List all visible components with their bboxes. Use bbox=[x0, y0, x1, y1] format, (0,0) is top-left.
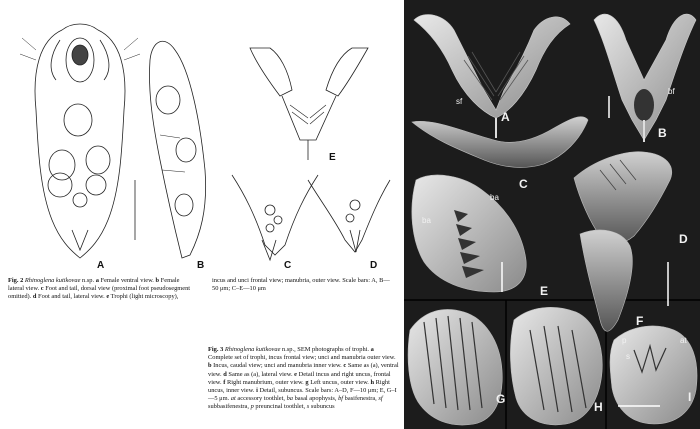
fig2-panel-b-drawing bbox=[135, 41, 206, 258]
fig2-illustration bbox=[0, 0, 404, 272]
fig3-panel-b-image bbox=[594, 14, 696, 142]
fig2-label-e: E bbox=[329, 152, 336, 163]
fig3-annot-at: at bbox=[680, 336, 687, 345]
fig2-caption-line3: omitted). d Foot and tail, lateral view. e Trophi (light microscopy), bbox=[8, 293, 179, 301]
fig2-panel-c-drawing bbox=[232, 175, 318, 260]
fig3-caption: Fig. 3 Rhinoglena kutikovae n.sp., SEM photographs of trophi. a Complete set of trophi, incus frontal view; unci and manubria outer view. b Incus, caudal view; unci and manubria inner view. c Same as (a), ventral view. d Same as (a), lateral view. e Detail incus and right uncus, frontal view. f Right manubrium, outer view. g Left uncus, outer view. h Right uncus, inner view. i Detail, subuncus. Scale bars: A–D, F—10 μm; E, G–I—5 μm. at accessory toothlet, ba basal apophysis, bf basifenestra, sf subbasifenestra, p preuncinal toothlet, s subuncus bbox=[208, 346, 399, 411]
fig2-caption-right: incus and unci frontal view; manubria, outer view. Scale bars: A, B— 50 μm; C–E—10 μm bbox=[212, 277, 390, 293]
fig3-annot-s: s bbox=[626, 352, 630, 361]
fig3-label-g: G bbox=[496, 392, 506, 406]
fig2-caption-line1: Fig. 2 Rhinoglena kutikovae n.sp. a Female ventral view. b Female bbox=[8, 277, 180, 284]
fig2-panel-a-drawing bbox=[20, 24, 140, 258]
fig2-panel-d-drawing bbox=[308, 180, 390, 252]
fig3-label-c: C bbox=[519, 177, 528, 191]
fig3-annot-bf: bf bbox=[668, 87, 675, 96]
fig3-panel-g-image bbox=[408, 309, 502, 425]
fig2-label-b: B bbox=[197, 260, 205, 271]
fig3-panel-h-image bbox=[510, 307, 602, 425]
fig3-panel-e-image bbox=[412, 175, 526, 292]
fig3-label-a: A bbox=[501, 110, 510, 124]
fig3-label-i: I bbox=[688, 390, 692, 404]
fig3-panel-c-image bbox=[412, 117, 588, 168]
fig3-annot-sf: sf bbox=[456, 97, 463, 106]
fig2-label-a: A bbox=[97, 260, 105, 271]
fig3-annot-ba-1: ba bbox=[490, 193, 499, 202]
fig3-sem-plate bbox=[404, 0, 700, 429]
fig3-sem-illustration bbox=[404, 0, 700, 429]
fig3-annot-ba-2: ba bbox=[422, 216, 431, 225]
fig2-label-d: D bbox=[370, 260, 378, 271]
fig2-caption bbox=[8, 277, 206, 302]
fig2-panel-e-drawing bbox=[250, 48, 368, 160]
fig2-caption-line2: lateral view. c Foot and tail, dorsal view (proximal foot pseudosegment bbox=[8, 285, 191, 293]
fig3-panel-f-image bbox=[580, 230, 668, 331]
fig3-annot-p: p bbox=[622, 336, 627, 345]
fig3-label-f: F bbox=[636, 314, 644, 328]
fig2-drawings bbox=[0, 0, 404, 272]
fig2-label-c: C bbox=[284, 260, 292, 271]
fig3-label-e: E bbox=[540, 284, 549, 298]
fig3-label-d: D bbox=[679, 232, 688, 246]
fig3-label-b: B bbox=[658, 126, 667, 140]
fig3-panel-d-image bbox=[574, 152, 672, 244]
fig3-label-h: H bbox=[594, 400, 603, 414]
fig3-panel-a-image bbox=[414, 15, 570, 138]
